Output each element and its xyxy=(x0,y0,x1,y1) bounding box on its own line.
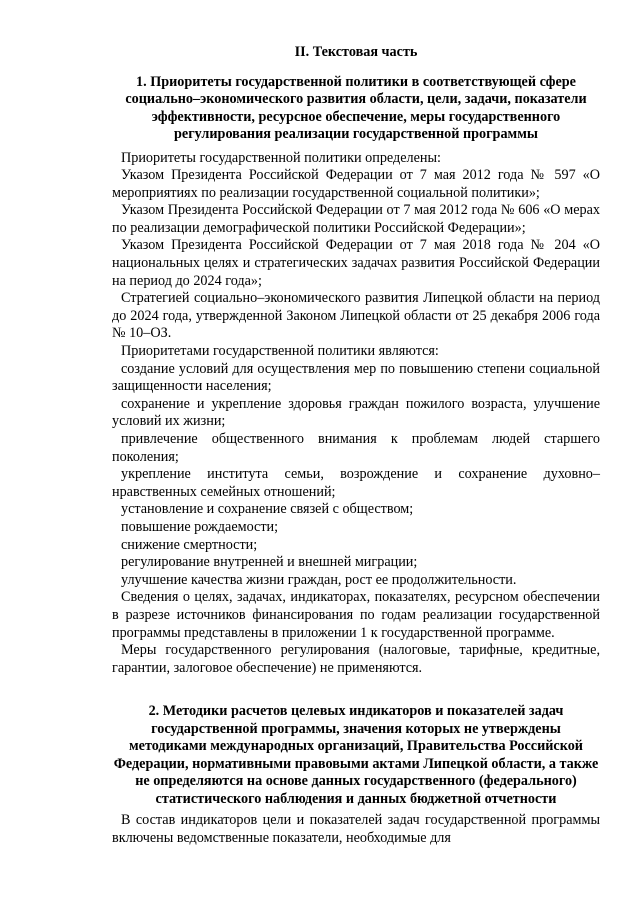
paragraph: Стратегией социально–экономического развития Липецкой области на период до 2024 года, утвержденной Законом Липецкой области от 25 декабря 2006 года № 10–ОЗ. xyxy=(112,290,600,342)
section-title: II. Текстовая часть xyxy=(294,44,418,60)
subsection-2-title: 2. Методики расчетов целевых индикаторов и показателей задач государственной программы, значения которых не утверждены методиками международных организаций, Правительства Российской Федерации, нормативными правовыми актами Липецкой области, а также не определяются на основе данных государственного (федерального) статистического наблюдения и данных бюджетной отчетности xyxy=(113,703,599,807)
subsection-1-body xyxy=(112,150,600,678)
list-item: повышение рождаемости; xyxy=(121,518,279,535)
paragraph: В состав индикаторов цели и показателей задач государственной программы включены ведомственные показатели, необходимые для xyxy=(112,812,600,846)
paragraph: Указом Президента Российской Федерации от 7 мая 2012 года № 606 «О мерах по реализации демографической политики Российской Федерации»; xyxy=(112,202,600,236)
list-item: снижение смертности; xyxy=(121,536,258,553)
paragraph: Сведения о целях, задачах, индикаторах, показателях, ресурсном обеспечении в разрезе источников финансирования по годам реализации государственной программы представлены в приложении 1 к государственной программе. xyxy=(112,589,600,641)
list-item: улучшение качества жизни граждан, рост ее продолжительности. xyxy=(121,571,517,588)
paragraph: Приоритетами государственной политики являются: xyxy=(121,343,439,360)
list-item: установление и сохранение связей с обществом; xyxy=(121,501,414,518)
paragraph: Указом Президента Российской Федерации от 7 мая 2012 года № 597 «О мероприятиях по реализации государственной социальной политики»; xyxy=(112,167,600,201)
list-item: укрепление института семьи, возрождение и сохранение духовно–нравственных семейных отношений; xyxy=(112,466,600,500)
list-item: регулирование внутренней и внешней миграции; xyxy=(121,554,418,571)
paragraph: Меры государственного регулирования (налоговые, тарифные, кредитные, гарантии, залоговое обеспечение) не применяются. xyxy=(112,642,600,676)
subsection-1-title: 1. Приоритеты государственной политики в соответствующей сфере социально–экономического развития области, цели, задачи, показатели эффективности, ресурсное обеспечение, меры государственного регулирования реализации государственной программы xyxy=(125,73,587,142)
list-item: создание условий для осуществления мер по повышению степени социальной защищенности населения; xyxy=(112,360,600,395)
paragraph: Указом Президента Российской Федерации от 7 мая 2018 года № 204 «О национальных целях и стратегических задачах развития Российской Федерации на период до 2024 года»; xyxy=(112,237,600,289)
list-item: привлечение общественного внимания к проблемам людей старшего поколения; xyxy=(112,431,600,465)
list-item: сохранение и укрепление здоровья граждан пожилого возраста, улучшение условий их жизни; xyxy=(112,395,600,430)
paragraph: Приоритеты государственной политики определены: xyxy=(121,149,441,166)
subsection-2-body xyxy=(112,812,600,847)
